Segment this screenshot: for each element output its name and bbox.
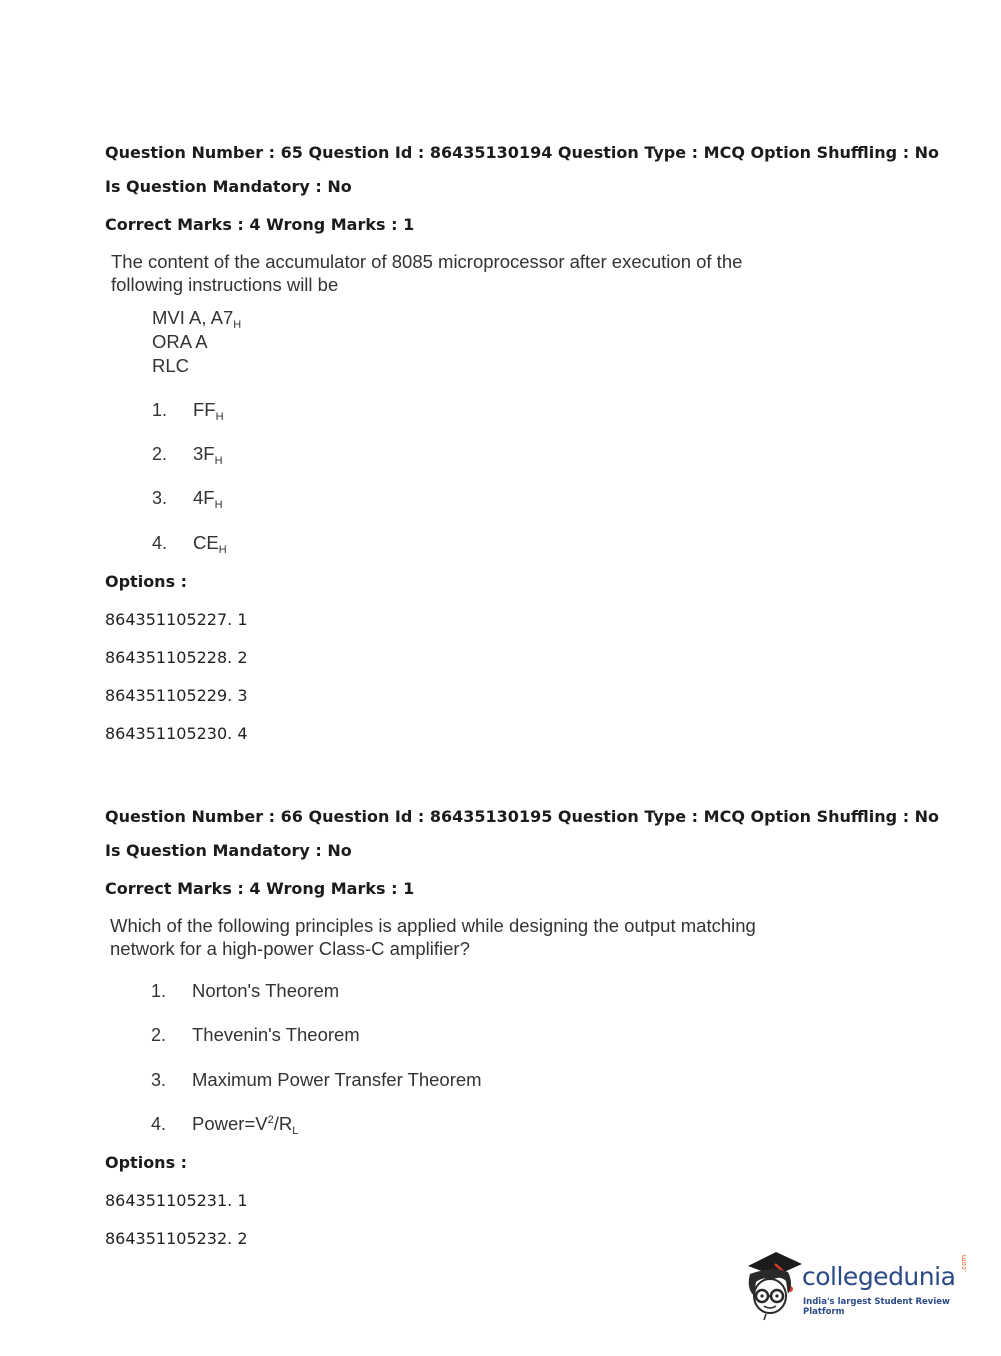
code-line: MVI A, $A7_H$ <box>152 307 242 331</box>
brand-tagline: India's largest Student Review Platform <box>803 1297 950 1317</box>
choice-number: 4. <box>151 1114 167 1134</box>
brand-domain-suffix: .com <box>960 1254 968 1272</box>
collegedunia-logo <box>742 1248 972 1324</box>
choice-text: $4F_H$ <box>193 487 223 511</box>
option-id-line: 864351105229. 3 <box>105 686 248 705</box>
option-id-line: 864351105227. 1 <box>105 610 248 629</box>
choice-number: 1. <box>151 981 167 1001</box>
brand-name: collegedunia <box>802 1262 956 1291</box>
option-id-line: 864351105230. 4 <box>105 724 248 743</box>
mascot-icon <box>742 1248 804 1324</box>
question-text-line-2: following instructions will be <box>111 274 339 295</box>
choice-text: $CE_H$ <box>193 532 227 556</box>
choice-text: Thevenin's Theorem <box>192 1024 360 1045</box>
code-line: RLC <box>152 355 190 376</box>
question-header: Question Number : 66 Question Id : 86435130195 Question Type : MCQ Option Shuffling : No <box>105 807 940 826</box>
code-line: ORA A <box>152 331 208 352</box>
question-header: Question Number : 65 Question Id : 86435130194 Question Type : MCQ Option Shuffling : No <box>105 143 940 162</box>
options-label: Options : <box>105 572 188 591</box>
question-text-line-1: Which of the following principles is applied while designing the output matching <box>110 915 756 936</box>
choice-text: $3F_H$ <box>193 443 223 467</box>
marks-info: Correct Marks : 4 Wrong Marks : 1 <box>105 215 415 234</box>
choice-text: Maximum Power Transfer Theorem <box>192 1069 482 1090</box>
option-id-line: 864351105232. 2 <box>105 1229 248 1248</box>
choice-number: 1. <box>152 400 168 420</box>
choice-number: 4. <box>152 533 168 553</box>
choice-number: 2. <box>151 1025 167 1045</box>
option-id-line: 864351105228. 2 <box>105 648 248 667</box>
choice-number: 3. <box>151 1070 167 1090</box>
choice-text: $Power=V^2/R_L$ <box>192 1113 299 1137</box>
option-id-line: 864351105231. 1 <box>105 1191 248 1210</box>
marks-info: Correct Marks : 4 Wrong Marks : 1 <box>105 879 415 898</box>
choice-text: Norton's Theorem <box>192 980 340 1001</box>
question-text-line-2: network for a high-power Class-C amplifier? <box>110 938 470 959</box>
choice-number: 3. <box>152 488 168 508</box>
options-label: Options : <box>105 1153 188 1172</box>
choice-text: $FF_H$ <box>193 399 224 423</box>
question-text-line-1: The content of the accumulator of 8085 microprocessor after execution of the <box>111 251 743 272</box>
mandatory-flag: Is Question Mandatory : No <box>105 841 352 860</box>
choice-number: 2. <box>152 444 168 464</box>
mandatory-flag: Is Question Mandatory : No <box>105 177 352 196</box>
